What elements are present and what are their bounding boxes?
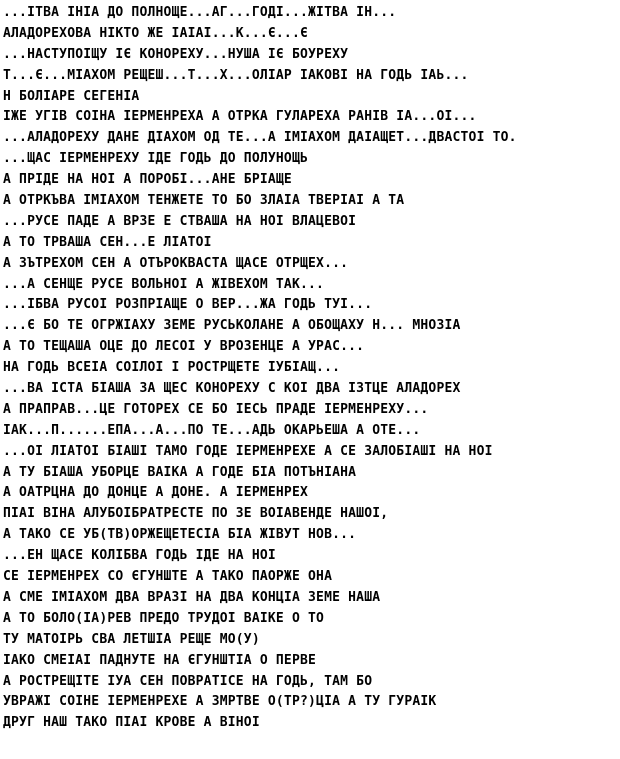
text-line-32: ІАКО СМЕІАІ ПАДНУТЕ НА ЄГУНШТІА О ПЕРВЕ (3, 652, 317, 668)
text-line-35: ДРУГ НАШ ТАКО ПІАІ КРОВЕ А ВІНОІ (3, 715, 260, 731)
text-line-25: ПІАІ ВІНА АЛУБОІБРАТРЕСТЕ ПО ЗЕ ВОІАВЕНДЕ НАШОІ, (3, 506, 389, 522)
text-line-8: ...ЩАС ІЕРМЕНРЕХУ ІДЕ ГОДЬ ДО ПОЛУНОЩЬ (3, 151, 309, 167)
text-line-28: СЕ ІЕРМЕНРЕХ СО ЄГУНШТЕ А ТАКО ПАОРЖЕ ОНА (3, 569, 333, 585)
text-line-1: ...ІТВА ІНІА ДО ПОЛНОЩЕ...АГ...ГОДІ...ЖІТВА ІН... (3, 5, 397, 20)
text-line-7: ...АЛАДОРЕХУ ДАНЕ ДІАХОМ ОД ТЕ...А ІМІАХОМ ДАІАЩЕТ...ДВАСТОІ ТО. (3, 130, 517, 146)
text-line-5: Н БОЛІАРЕ СЕГЕНІА (3, 88, 140, 104)
text-line-18: НА ГОДЬ ВСЕІА СОІЛОІ І РОСТРЩЕТЕ ІУБІАЩ... (3, 360, 341, 376)
text-line-17: А ТО ТЕЩАША ОЦЕ ДО ЛЕСОІ У ВРОЗЕНЦЕ А УРАС... (3, 339, 365, 355)
text-line-4: Т...Є...МІАХОМ РЕЩЕШ...Т...Х...ОЛІАР ІАКОВІ НА ГОДЬ ІАЬ... (3, 67, 469, 83)
text-line-2: АЛАДОРЕХОВА НІКТО ЖЕ ІАІАІ...К...Є...Є (3, 25, 309, 41)
text-line-20: А ПРАПРАВ...ЦЕ ГОТОРЕХ СЕ БО ІЕСЬ ПРАДЕ ІЕРМЕНРЕХУ... (3, 401, 429, 417)
text-line-10: А ОТРКЪВА ІМІАХОМ ТЕНЖЕТЕ ТО БО ЗЛАІА ТВЕРІАІ А ТА (3, 193, 405, 209)
text-line-19: ...ВА ІСТА БІАША ЗА ЩЕС КОНОРЕХУ С КОІ ДВА ІЗТЦЕ АЛАДОРЕХ (3, 381, 461, 397)
text-line-23: А ТУ БІАША УБОРЦЕ ВАІКА А ГОДЕ БІА ПОТЪНІАНА (3, 464, 357, 480)
text-line-21: ІАК...П......ЕПА...А...ПО ТЕ...АДЬ ОКАРЬЕША А ОТЕ... (3, 422, 421, 438)
text-line-31: ТУ МАТОІРЬ СВА ЛЕТШІА РЕЩЕ МО(У) (3, 631, 260, 647)
text-line-24: А ОАТРЦНА ДО ДОНЦЕ А ДОНЕ. А ІЕРМЕНРЕХ (3, 485, 309, 501)
text-line-14: ...А СЕНЩЕ РУСЕ ВОЛЬНОІ А ЖІВЕХОМ ТАК... (3, 276, 325, 292)
text-line-26: А ТАКО СЕ УБ(ТВ)ОРЖЕЩЕТЕСІА БІА ЖІВУТ НОВ... (3, 527, 357, 543)
text-line-22: ...ОІ ЛІАТОІ БІАШІ ТАМО ГОДЕ ІЕРМЕНРЕХЕ А СЕ ЗАЛОБІАШІ НА НОІ (3, 443, 493, 459)
text-line-3: ...НАСТУПОІЩУ ІЄ КОНОРЕХУ...НУША ІЄ БОУРЕХУ (3, 46, 349, 62)
text-line-9: А ПРІДЕ НА НОІ А ПОРОБІ...АНЕ БРІАЩЕ (3, 172, 292, 188)
text-line-16: ...Є БО ТЕ ОГРЖІАХУ ЗЕМЕ РУСЬКОЛАНЕ А ОБОЩАХУ Н... МНОЗІА (3, 318, 461, 334)
text-line-11: ...РУСЕ ПАДЕ А ВРЗЕ Е СТВАША НА НОІ ВЛАЦЕВОІ (3, 213, 357, 229)
text-line-13: А ЗЪТРЕХОМ СЕН А ОТЪРОКВАСТА ЩАСЕ ОТРЩЕХ... (3, 255, 349, 271)
text-line-6: ІЖЕ УГІВ СОІНА ІЕРМЕНРЕХА А ОТРКА ГУЛАРЕХА РАНІВ ІА...ОІ... (3, 109, 477, 125)
text-line-15: ...ІБВА РУСОІ РОЗПРІАЩЕ О ВЕР...ЖА ГОДЬ ТУІ... (3, 297, 373, 313)
text-line-33: А РОСТРЕЩІТЕ ІУА СЕН ПОВРАТІСЕ НА ГОДЬ, ТАМ БО (3, 673, 373, 689)
text-line-27: ...ЕН ЩАСЕ КОЛІБВА ГОДЬ ІДЕ НА НОІ (3, 548, 276, 564)
text-line-12: А ТО ТРВАША СЕН...Е ЛІАТОІ (3, 234, 212, 250)
text-line-29: А СМЕ ІМІАХОМ ДВА ВРАЗІ НА ДВА КОНЦІА ЗЕМЕ НАША (3, 589, 381, 605)
text-line-30: А ТО БОЛО(ІА)РЕВ ПРЕДО ТРУДОІ ВАІКЕ О ТО (3, 610, 325, 626)
text-line-34: УВРАЖІ СОІНЕ ІЕРМЕНРЕХЕ А ЗМРТВЕ О(ТР?)ЦІА А ТУ ГУРАІК (3, 694, 437, 710)
